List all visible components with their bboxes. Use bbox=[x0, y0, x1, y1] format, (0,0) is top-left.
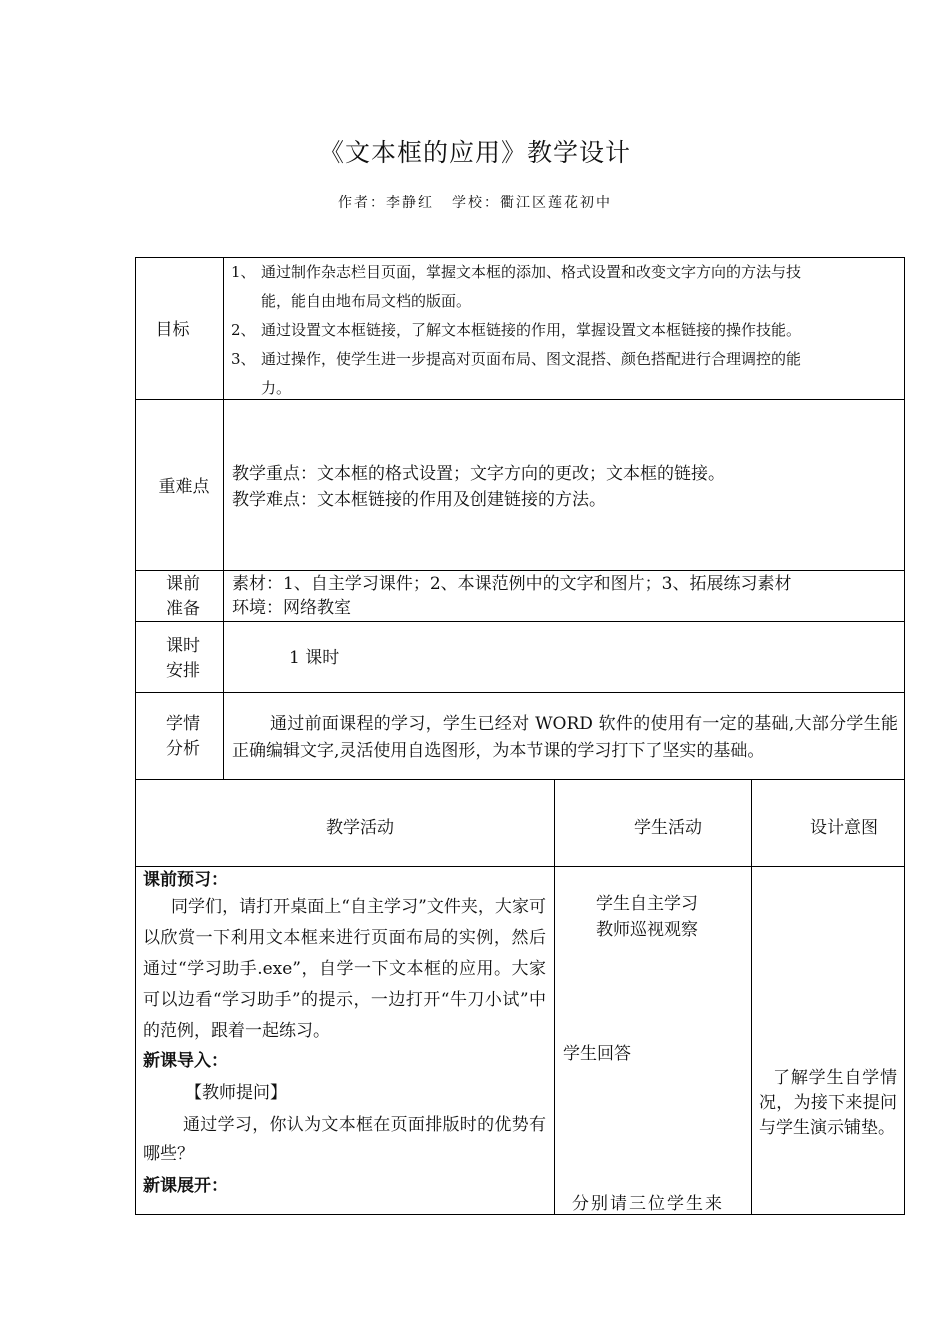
student-self-study bbox=[596, 891, 698, 943]
goal-item bbox=[231, 258, 899, 287]
student-activity-line: 学生自主学习 bbox=[596, 894, 698, 914]
goal-item-continuation: 力。 bbox=[261, 379, 292, 397]
environment: 环境：网络教室 bbox=[232, 598, 351, 618]
expand-heading: 新课展开： bbox=[143, 1176, 228, 1196]
keypoints-text bbox=[232, 461, 900, 513]
schedule-value: 1 课时 bbox=[289, 648, 340, 668]
prep-text bbox=[232, 572, 900, 620]
goal-item-text: 通过制作杂志栏目页面，掌握文本框的添加、格式设置和改变文字方向的方法与技 bbox=[261, 263, 802, 281]
goal-item bbox=[231, 316, 899, 345]
key-point: 教学重点：文本框的格式设置；文字方向的更改；文本框的链接。 bbox=[232, 464, 725, 484]
schedule-label: 课时 安排 bbox=[166, 636, 200, 681]
goal-item bbox=[231, 345, 899, 374]
school: 学校：衢江区莲花初中 bbox=[452, 195, 612, 211]
goal-item-number: 3、 bbox=[231, 350, 256, 368]
goal-item-continuation: 能，能自由地布局文档的版面。 bbox=[261, 292, 472, 310]
design-intent-header: 设计意图 bbox=[810, 818, 878, 838]
goal-list bbox=[231, 258, 899, 403]
intro-heading: 新课导入： bbox=[143, 1051, 228, 1071]
goal-item-number: 1、 bbox=[231, 263, 256, 281]
teacher-question-label: 【教师提问】 bbox=[185, 1083, 287, 1103]
teacher-question: 通过学习，你认为文本框在页面排版时的优势有哪些？ bbox=[143, 1115, 546, 1164]
difficult-point: 教学难点：文本框链接的作用及创建链接的方法。 bbox=[232, 490, 606, 510]
analysis-label: 学情 分析 bbox=[166, 714, 200, 759]
design-intent-text: 了解学生自学情况，为接下来提问与学生演示铺垫。 bbox=[759, 1068, 897, 1138]
analysis-text: 通过前面课程的学习，学生已经对 WORD 软件的使用有一定的基础,大部分学生能正确编辑文字,灵活使用自选图形，为本节课的学习打下了坚实的基础。 bbox=[232, 714, 898, 761]
goal-item-number: 2、 bbox=[231, 321, 256, 339]
teacher-activity bbox=[143, 868, 546, 1203]
author: 作者：李静红 bbox=[338, 195, 434, 211]
student-activity-line: 教师巡视观察 bbox=[596, 920, 698, 940]
goal-label: 目标 bbox=[155, 320, 190, 340]
preview-heading: 课前预习： bbox=[143, 870, 228, 890]
preview-text: 同学们，请打开桌面上“自主学习”文件夹，大家可以欣赏一下利用文本框来进行页面布局的实例，然后通过“学习助手.exe”，自学一下文本框的应用。大家可以边看“学习助手”的提示，一边打开“牛刀小试”中的范例，跟着一起练习。 bbox=[143, 897, 546, 1041]
prep-label: 课前 准备 bbox=[166, 574, 200, 619]
student-answer: 学生回答 bbox=[563, 1044, 631, 1064]
goal-item-text: 通过操作，使学生进一步提高对页面布局、图文混搭、颜色搭配进行合理调控的能 bbox=[261, 350, 802, 368]
teacher-activity-header: 教学活动 bbox=[326, 818, 394, 838]
student-activity-header: 学生活动 bbox=[634, 818, 702, 838]
document-title: 《文本框的应用》教学设计 bbox=[318, 138, 631, 167]
keypoints-label: 重难点 bbox=[158, 477, 210, 497]
student-demo: 分别请三位学生来 bbox=[572, 1194, 724, 1214]
goal-item-text: 通过设置文本框链接，了解文本框链接的作用，掌握设置文本框链接的操作技能。 bbox=[261, 321, 802, 339]
byline bbox=[0, 192, 950, 212]
materials: 素材：1、自主学习课件；2、本课范例中的文字和图片；3、拓展练习素材 bbox=[232, 574, 792, 594]
